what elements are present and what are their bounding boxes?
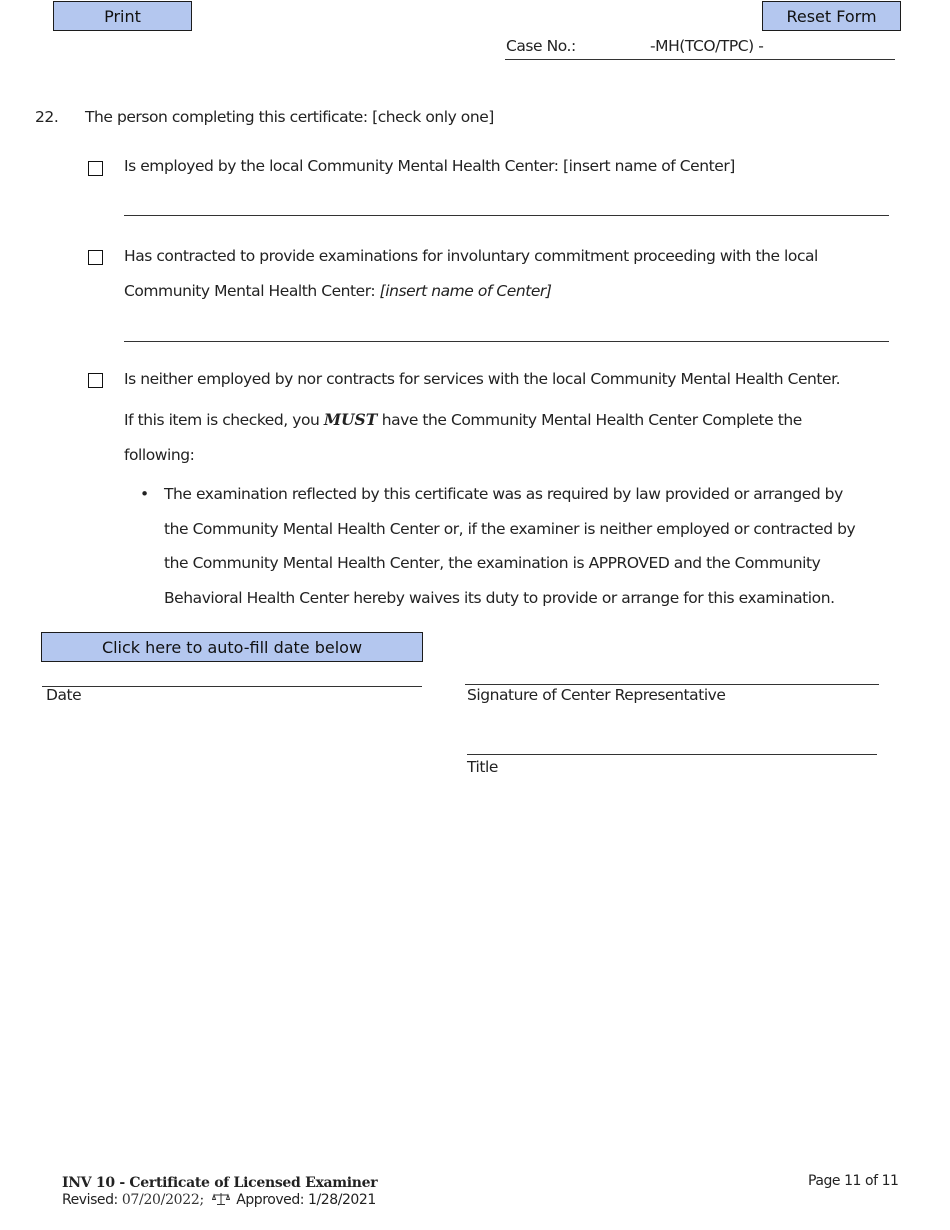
autofill-date-button[interactable]: Click here to auto-fill date below: [41, 632, 423, 662]
contracted-center-name-input[interactable]: [124, 317, 889, 339]
case-number-label: Case No.:: [506, 37, 576, 55]
contracted-center-name-line: [124, 341, 889, 342]
title-line: [467, 754, 877, 755]
approval-line-1: The examination reflected by this certificate was as required by law provided or arranged by: [164, 485, 843, 503]
insert-center-placeholder: [insert name of Center]: [379, 281, 552, 300]
date-label: Date: [46, 686, 82, 704]
print-button[interactable]: Print: [53, 1, 192, 31]
scales-of-justice-icon: [212, 1192, 230, 1206]
neither-note-line2: following:: [124, 445, 195, 464]
approval-line-4: Behavioral Health Center hereby waives its duty to provide or arrange for this examination.: [164, 588, 835, 607]
employed-center-name-line: [124, 215, 889, 216]
neither-note-after: have the Community Mental Health Center Complete the: [377, 411, 802, 429]
date-input[interactable]: [42, 665, 422, 685]
must-emphasis: MUST: [323, 410, 378, 429]
date-line: [42, 686, 422, 687]
bullet-marker: •: [140, 485, 149, 503]
case-number-underline: [505, 59, 895, 60]
option-contracted-line1: Has contracted to provide examinations for involuntary commitment proceeding with the local: [124, 247, 818, 265]
approval-line-3: the Community Mental Health Center, the examination is APPROVED and the Community: [164, 554, 821, 572]
question-number: 22.: [35, 108, 59, 126]
option-neither-text: Is neither employed by nor contracts for services with the local Community Mental Health Center.: [124, 370, 841, 388]
neither-note: [124, 403, 802, 472]
option-contracted-checkbox[interactable]: [88, 250, 103, 265]
revised-label: Revised:: [62, 1192, 122, 1208]
approved-date: Approved: 1/28/2021: [236, 1192, 376, 1208]
case-number-suffix: -MH(TCO/TPC) -: [650, 37, 764, 55]
footer-form-title: INV 10 - Certificate of Licensed Examiner: [62, 1175, 378, 1191]
revised-date: 07/20/2022;: [121, 1192, 204, 1208]
option-neither-checkbox[interactable]: [88, 373, 103, 388]
page-number: Page 11 of 11: [808, 1173, 899, 1189]
signature-line: [465, 684, 879, 685]
title-input[interactable]: [467, 732, 877, 752]
footer-revision: [62, 1192, 376, 1208]
option-employed-text: Is employed by the local Community Mental Health Center: [insert name of Center]: [124, 157, 735, 175]
reset-form-button[interactable]: Reset Form: [762, 1, 901, 31]
neither-note-before: If this item is checked, you: [124, 411, 324, 429]
option-employed-checkbox[interactable]: [88, 161, 103, 176]
signature-label: Signature of Center Representative: [467, 686, 726, 704]
question-prompt: The person completing this certificate: [check only one]: [85, 108, 494, 126]
option-contracted-text: [124, 239, 818, 308]
option-contracted-line2: [124, 274, 818, 309]
employed-center-name-input[interactable]: [124, 192, 889, 214]
approval-statement: [164, 477, 855, 615]
title-label: Title: [467, 758, 498, 776]
approval-line-2: the Community Mental Health Center or, if the examiner is neither employed or contracted by: [164, 519, 856, 538]
option-contracted-line2-plain: Community Mental Health Center:: [124, 281, 380, 300]
neither-note-line1: [124, 403, 802, 438]
